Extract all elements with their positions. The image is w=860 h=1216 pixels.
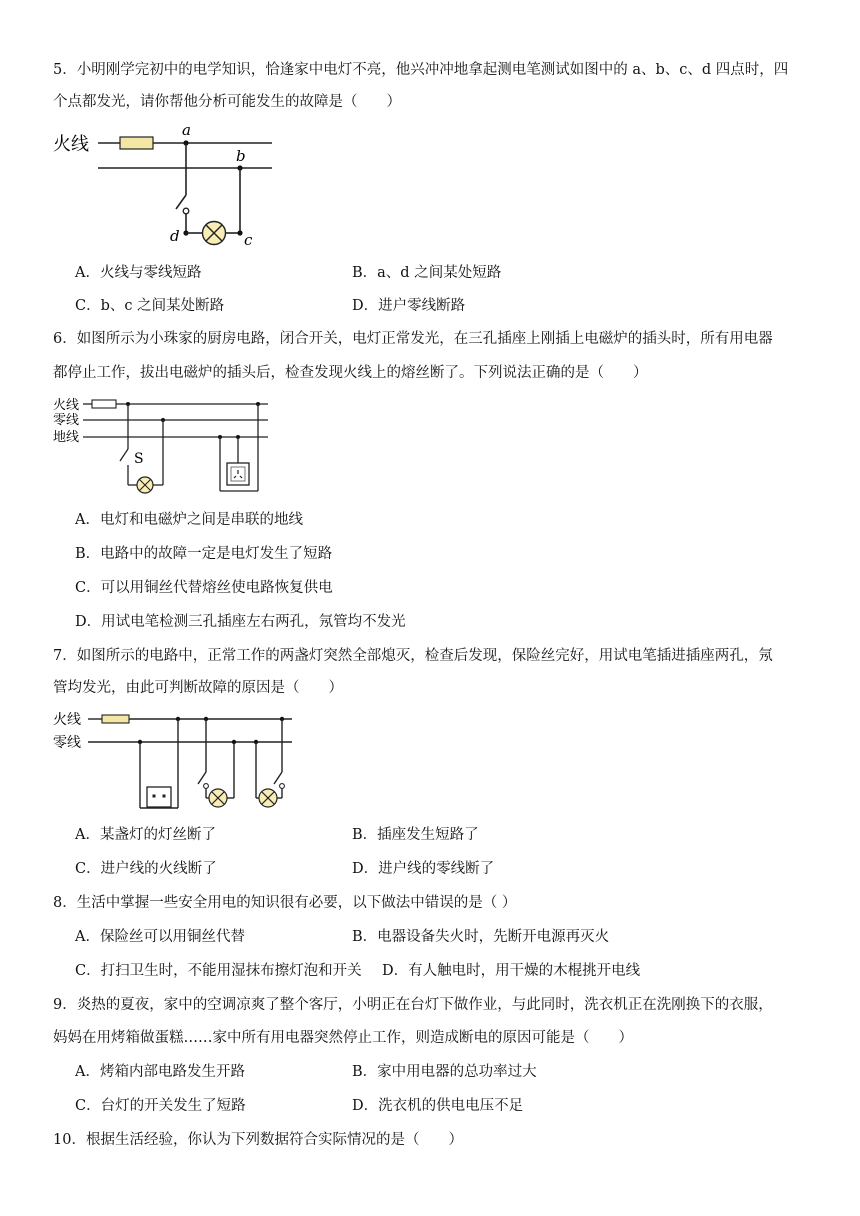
- two-pin-socket-icon: [147, 787, 171, 807]
- q9-option-b[interactable]: B．家中用电器的总功率过大: [352, 1064, 537, 1080]
- lamp-icon: [209, 789, 227, 807]
- q7-option-b[interactable]: B．插座发生短路了: [352, 827, 479, 843]
- q9-option-a[interactable]: A．烤箱内部电路发生开路: [75, 1064, 245, 1080]
- q6-stem-line1: 6．如图所示为小珠家的厨房电路，闭合开关，电灯正常发光，在三孔插座上刚插上电磁炉的插头时，所有用电器: [53, 331, 773, 347]
- switch-icon: [120, 449, 128, 461]
- fuse-icon: [120, 137, 153, 149]
- q7-option-a[interactable]: A．某盏灯的灯丝断了: [75, 827, 216, 843]
- fuse-icon: [102, 715, 129, 723]
- q7-circuit-diagram: [50, 705, 300, 815]
- q7-option-d[interactable]: D．进户线的零线断了: [352, 861, 495, 877]
- q9-option-c[interactable]: C．台灯的开关发生了短路: [75, 1098, 246, 1114]
- q7-neutral-wire-label: 零线: [53, 735, 81, 751]
- q9-stem-line1: 9．炎热的夏夜，家中的空调凉爽了整个客厅，小明正在台灯下做作业，与此同时，洗衣机正在洗刚换下的衣服，: [53, 997, 773, 1013]
- switch-icon: [274, 772, 282, 784]
- q7-stem-line2: 管均发光，由此可判断故障的原因是（ ）: [53, 680, 343, 696]
- q5-option-d[interactable]: D．进户零线断路: [352, 298, 466, 314]
- q5-stem-line1: 5．小明刚学完初中的电学知识，恰逢家中电灯不亮，他兴冲冲地拿起测电笔测试如图中的 a、b、c、d 四点时，四: [53, 62, 789, 78]
- q6-option-d[interactable]: D．用试电笔检测三孔插座左右两孔，氖管均不发光: [75, 614, 406, 630]
- q9-stem-line2: 妈妈在用烤箱做蛋糕……家中所有用电器突然停止工作，则造成断电的原因可能是（ ）: [53, 1030, 633, 1046]
- fuse-icon: [92, 400, 116, 408]
- q5-stem-line2: 个点都发光，请你帮他分析可能发生的故障是（ ）: [53, 94, 401, 110]
- q5-live-wire-label: 火线: [53, 134, 89, 155]
- q8-option-a[interactable]: A．保险丝可以用铜丝代替: [75, 929, 245, 945]
- q5-option-b[interactable]: B．a、d 之间某处短路: [352, 265, 502, 281]
- q7-option-c[interactable]: C．进户线的火线断了: [75, 861, 217, 877]
- q5-option-c[interactable]: C．b、c 之间某处断路: [75, 298, 225, 314]
- q7-live-wire-label: 火线: [53, 712, 81, 728]
- q8-option-d[interactable]: D．有人触电时，用干燥的木棍挑开电线: [382, 963, 641, 979]
- q5-point-a-label: a: [182, 121, 191, 139]
- lamp-icon: [259, 789, 277, 807]
- q7-stem-line1: 7．如图所示的电路中，正常工作的两盏灯突然全部熄灭，检查后发现，保险丝完好，用试电笔插进插座两孔，氖: [53, 648, 773, 664]
- q6-circuit-diagram: [50, 395, 280, 500]
- q8-option-c[interactable]: C．打扫卫生时，不能用湿抹布擦灯泡和开关: [75, 963, 362, 979]
- q6-live-wire-label: 火线: [53, 398, 80, 413]
- switch-icon: [176, 195, 186, 209]
- q6-neutral-wire-label: 零线: [53, 413, 80, 428]
- q6-option-a[interactable]: A．电灯和电磁炉之间是串联的地线: [75, 512, 303, 528]
- q6-switch-label: S: [134, 451, 144, 467]
- q5-point-c-label: c: [244, 231, 253, 249]
- switch-icon: [198, 772, 206, 784]
- q5-circuit-diagram: [50, 115, 290, 255]
- q6-option-c[interactable]: C．可以用铜丝代替熔丝使电路恢复供电: [75, 580, 333, 596]
- q5-option-a[interactable]: A．火线与零线短路: [75, 265, 202, 281]
- q10-stem-line1: 10．根据生活经验，你认为下列数据符合实际情况的是（ ）: [53, 1132, 463, 1148]
- q5-point-b-label: b: [236, 147, 246, 165]
- q5-point-d-label: d: [170, 227, 180, 245]
- three-pin-socket-icon: [227, 463, 249, 485]
- q8-stem-line1: 8．生活中掌握一些安全用电的知识很有必要，以下做法中错误的是（ ）: [53, 895, 517, 911]
- q6-option-b[interactable]: B．电路中的故障一定是电灯发生了短路: [75, 546, 333, 562]
- q6-stem-line2: 都停止工作，拔出电磁炉的插头后，检查发现火线上的熔丝断了。下列说法正确的是（ ）: [53, 365, 648, 381]
- lamp-icon: [203, 222, 226, 245]
- q6-ground-wire-label: 地线: [53, 430, 80, 445]
- q8-option-b[interactable]: B．电器设备失火时，先断开电源再灭火: [352, 929, 610, 945]
- q9-option-d[interactable]: D．洗衣机的供电电压不足: [352, 1098, 524, 1114]
- lamp-icon: [137, 477, 153, 493]
